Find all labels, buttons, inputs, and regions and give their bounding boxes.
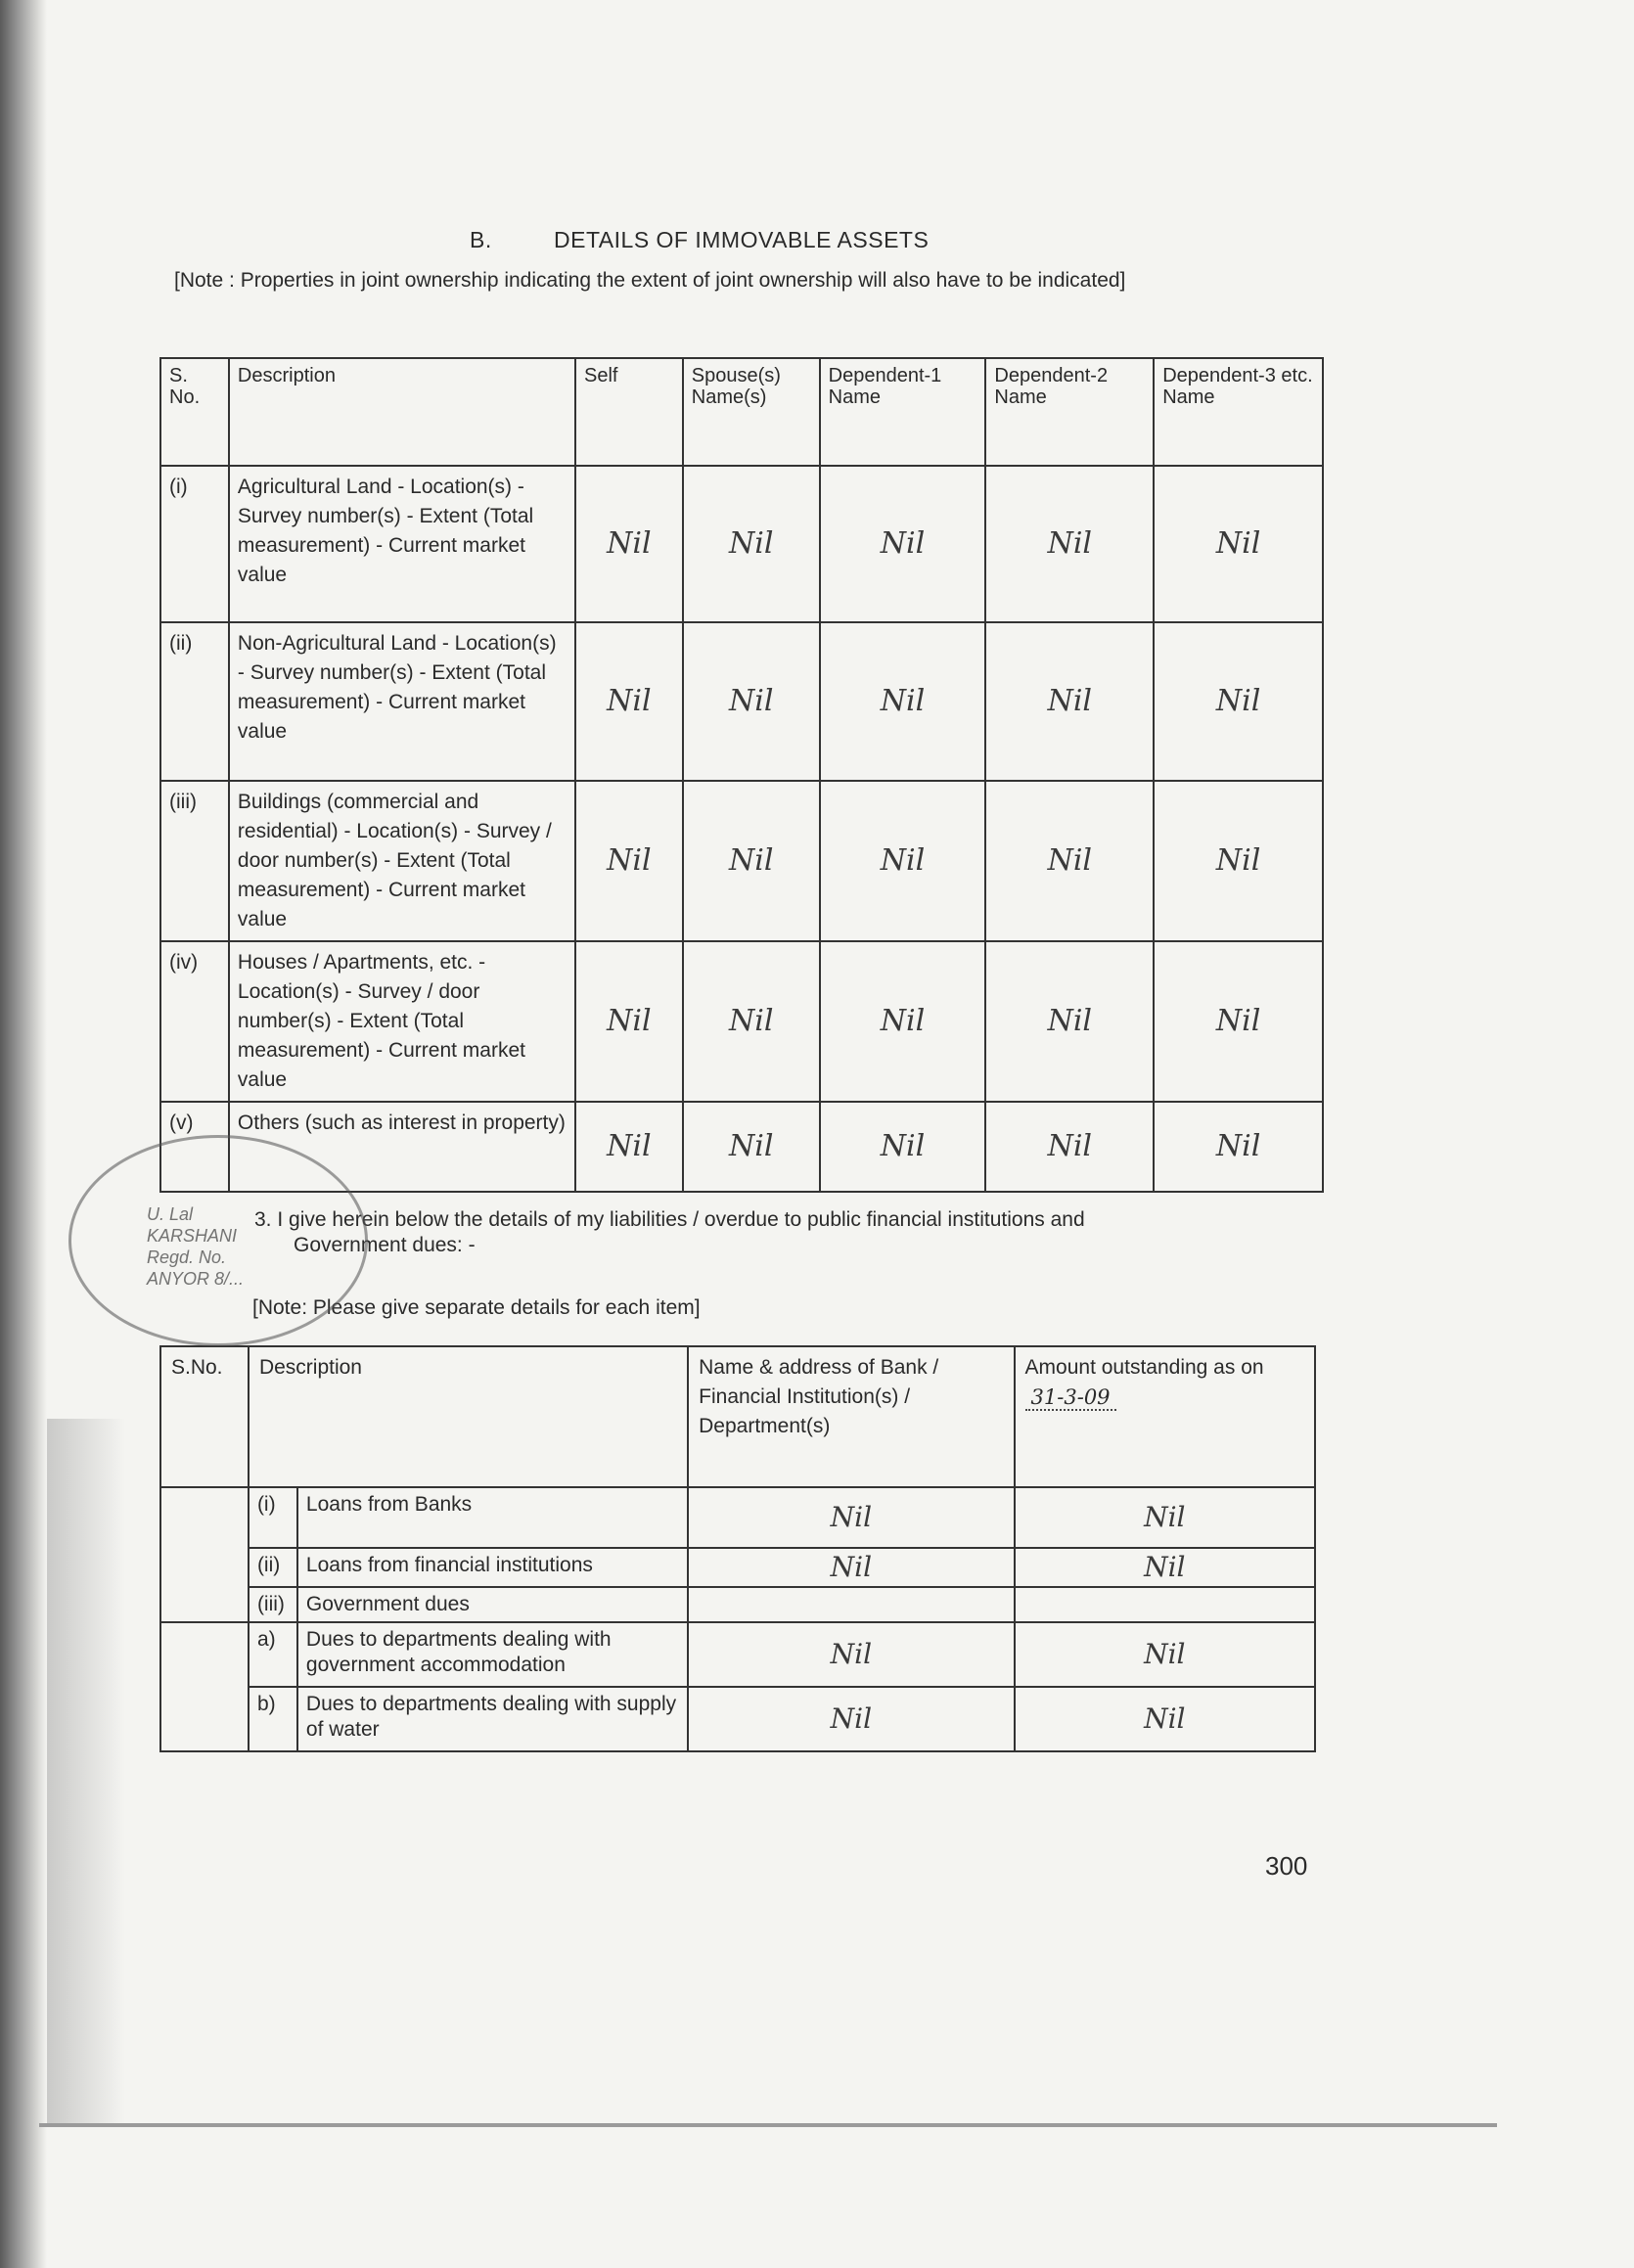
cell-bank: Nil — [688, 1687, 1014, 1751]
sno-blank — [160, 1487, 249, 1622]
table-header-row — [160, 358, 1323, 466]
col-description: Description — [229, 358, 575, 466]
table-row — [160, 466, 1323, 622]
cell-dep1: Nil — [820, 781, 986, 941]
cell-amount: Nil — [1015, 1622, 1315, 1687]
col-bank: Name & address of Bank / Financial Institution(s) / Department(s) — [688, 1346, 1014, 1487]
cell-spouse: Nil — [683, 941, 820, 1102]
section-heading — [470, 227, 929, 253]
cell-self: Nil — [575, 622, 683, 781]
cell-spouse: Nil — [683, 781, 820, 941]
cell-spouse: Nil — [683, 466, 820, 622]
col-amount — [1015, 1346, 1315, 1487]
cell-dep3: Nil — [1154, 466, 1323, 622]
stamp-line: Regd. No. — [147, 1247, 227, 1267]
amount-header-label: Amount outstanding as on — [1024, 1356, 1264, 1379]
liabilities-intro — [254, 1207, 1233, 1258]
table-row — [160, 781, 1323, 941]
row-sno: (i) — [160, 466, 229, 622]
table-row — [160, 622, 1323, 781]
col-sno: S. No. — [160, 358, 229, 466]
row-num: b) — [249, 1687, 297, 1751]
liabilities-intro-line2: Government dues: - — [294, 1234, 476, 1256]
cell-self: Nil — [575, 1102, 683, 1192]
row-sno: (iii) — [160, 781, 229, 941]
cell-dep2: Nil — [985, 466, 1154, 622]
cell-amount: Nil — [1015, 1687, 1315, 1751]
col-sno: S.No. — [160, 1346, 249, 1487]
section-letter: B. — [470, 227, 492, 252]
cell-dep1: Nil — [820, 1102, 986, 1192]
table-row — [160, 941, 1323, 1102]
cell-dep3: Nil — [1154, 1102, 1323, 1192]
cell-dep1: Nil — [820, 466, 986, 622]
col-self: Self — [575, 358, 683, 466]
cell-bank — [688, 1587, 1014, 1622]
cell-amount: Nil — [1015, 1548, 1315, 1587]
scan-left-edge — [0, 0, 47, 2268]
row-description: Houses / Apartments, etc. - Location(s) - Survey / door number(s) - Extent (Total measurement) - Current market value — [229, 941, 575, 1102]
row-num: (ii) — [249, 1548, 297, 1587]
section-title: DETAILS OF IMMOVABLE ASSETS — [554, 227, 930, 252]
cell-dep3: Nil — [1154, 941, 1323, 1102]
cell-spouse: Nil — [683, 622, 820, 781]
cell-dep2: Nil — [985, 941, 1154, 1102]
cell-bank: Nil — [688, 1548, 1014, 1587]
col-spouse: Spouse(s) Name(s) — [683, 358, 820, 466]
table-row — [160, 1487, 1315, 1548]
row-description: Non-Agricultural Land - Location(s) - Survey number(s) - Extent (Total measurement) - Current market value — [229, 622, 575, 781]
row-sno: (iv) — [160, 941, 229, 1102]
liabilities-note: [Note: Please give separate details for each item] — [252, 1296, 701, 1319]
cell-spouse: Nil — [683, 1102, 820, 1192]
col-dep1: Dependent-1 Name — [820, 358, 986, 466]
scan-shadow — [47, 1419, 125, 2123]
table-header-row — [160, 1346, 1315, 1487]
cell-dep3: Nil — [1154, 622, 1323, 781]
row-label: Loans from financial institutions — [297, 1548, 688, 1587]
immovable-assets-table — [159, 357, 1324, 1193]
cell-bank: Nil — [688, 1622, 1014, 1687]
cell-dep2: Nil — [985, 781, 1154, 941]
table-row — [160, 1687, 1315, 1751]
table-row — [160, 1587, 1315, 1622]
stamp-line: U. Lal — [147, 1204, 194, 1224]
table-row — [160, 1548, 1315, 1587]
cell-self: Nil — [575, 466, 683, 622]
cell-dep1: Nil — [820, 941, 986, 1102]
amount-date: 31-3-09 — [1025, 1385, 1116, 1411]
row-label: Government dues — [297, 1587, 688, 1622]
scan-bottom-edge — [39, 2123, 1497, 2127]
row-description: Others (such as interest in property) — [229, 1102, 575, 1192]
cell-dep1: Nil — [820, 622, 986, 781]
page-number: 300 — [1265, 1851, 1308, 1881]
liabilities-table — [159, 1345, 1316, 1752]
stamp-text — [147, 1203, 244, 1290]
col-dep3: Dependent-3 etc. Name — [1154, 358, 1323, 466]
joint-ownership-note: [Note : Properties in joint ownership indicating the extent of joint ownership will also have to be indicated] — [174, 269, 1126, 292]
row-label: Dues to departments dealing with supply of water — [297, 1687, 688, 1751]
sno-blank — [160, 1622, 249, 1751]
col-description: Description — [249, 1346, 688, 1487]
cell-self: Nil — [575, 941, 683, 1102]
row-sno: (ii) — [160, 622, 229, 781]
cell-dep2: Nil — [985, 622, 1154, 781]
row-label: Loans from Banks — [297, 1487, 688, 1548]
row-label: Dues to departments dealing with government accommodation — [297, 1622, 688, 1687]
cell-dep2: Nil — [985, 1102, 1154, 1192]
cell-bank: Nil — [688, 1487, 1014, 1548]
stamp-line: ANYOR 8/... — [147, 1269, 245, 1289]
stamp-line: KARSHANI — [147, 1226, 238, 1246]
row-sno: (v) — [160, 1102, 229, 1192]
liabilities-intro-line1: 3. I give herein below the details of my liabilities / overdue to public financial institutions and — [254, 1208, 1085, 1231]
cell-amount: Nil — [1015, 1487, 1315, 1548]
table-row — [160, 1622, 1315, 1687]
row-description: Buildings (commercial and residential) - Location(s) - Survey / door number(s) - Extent (Total measurement) - Current market value — [229, 781, 575, 941]
cell-amount — [1015, 1587, 1315, 1622]
row-num: (iii) — [249, 1587, 297, 1622]
row-description: Agricultural Land - Location(s) - Survey number(s) - Extent (Total measurement) - Current market value — [229, 466, 575, 622]
col-dep2: Dependent-2 Name — [985, 358, 1154, 466]
row-num: a) — [249, 1622, 297, 1687]
cell-dep3: Nil — [1154, 781, 1323, 941]
row-num: (i) — [249, 1487, 297, 1548]
cell-self: Nil — [575, 781, 683, 941]
